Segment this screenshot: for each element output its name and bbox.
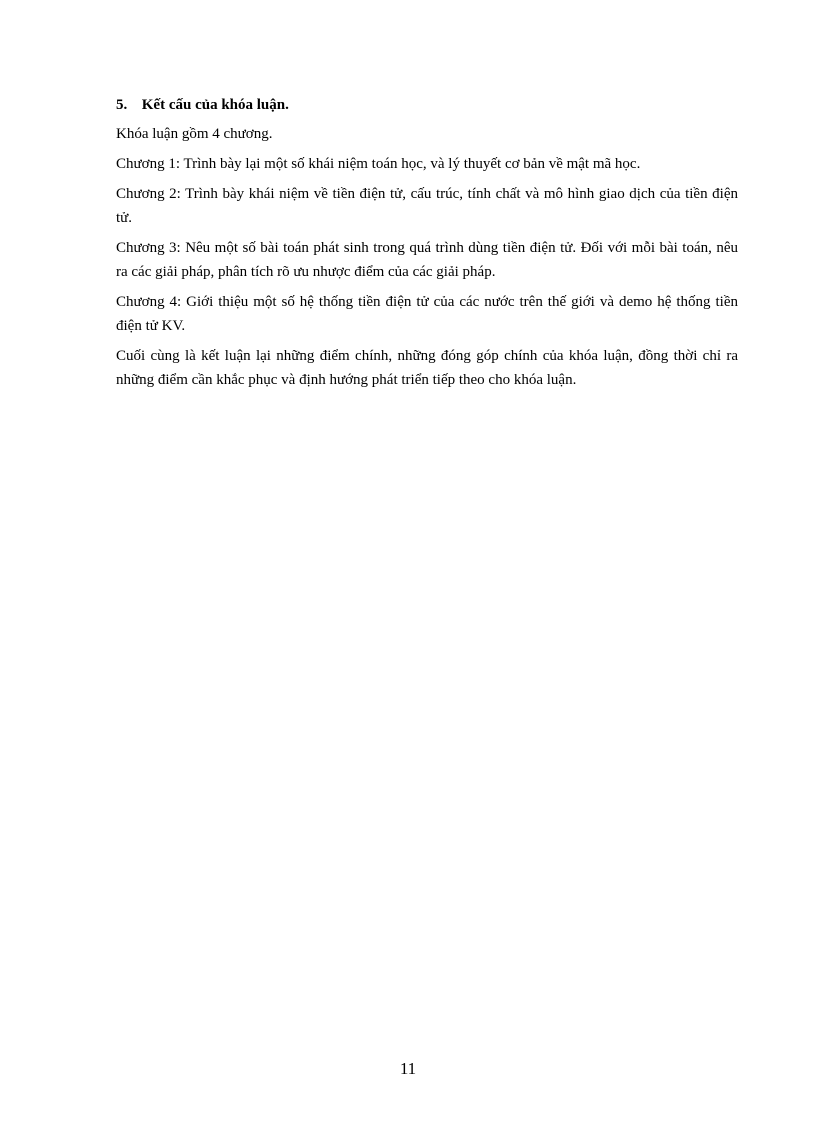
paragraph-conclusion: Cuối cùng là kết luận lại những điểm chính, những đóng góp chính của khóa luận, đồng thời chỉ ra những điểm cần khắc phục và định hướng phát triển tiếp theo cho khóa luận. [116, 348, 738, 388]
paragraph-chapter-1: Chương 1: Trình bày lại một số khái niệm toán học, và lý thuyết cơ bản về mật mã học. [116, 156, 641, 172]
section-title: Kết cấu của khóa luận. [141, 97, 289, 113]
section-number: 5. [116, 97, 128, 113]
page-number: 11 [399, 1059, 417, 1078]
page-content [116, 94, 738, 398]
paragraph-chapter-4: Chương 4: Giới thiệu một số hệ thống tiền điện tử của các nước trên thế giới và demo hệ thống tiền điện tử KV. [116, 294, 738, 334]
paragraph-chapter-3: Chương 3: Nêu một số bài toán phát sinh trong quá trình dùng tiền điện tử. Đối với mỗi bài toán, nêu ra các giải pháp, phân tích rõ ưu nhược điểm của các giải pháp. [116, 240, 738, 280]
paragraph-chapter-2: Chương 2: Trình bày khái niệm về tiền điện tử, cấu trúc, tính chất và mô hình giao dịch của tiền điện tử. [116, 186, 738, 226]
section-heading [116, 94, 738, 116]
paragraph-intro: Khóa luận gồm 4 chương. [116, 126, 273, 142]
